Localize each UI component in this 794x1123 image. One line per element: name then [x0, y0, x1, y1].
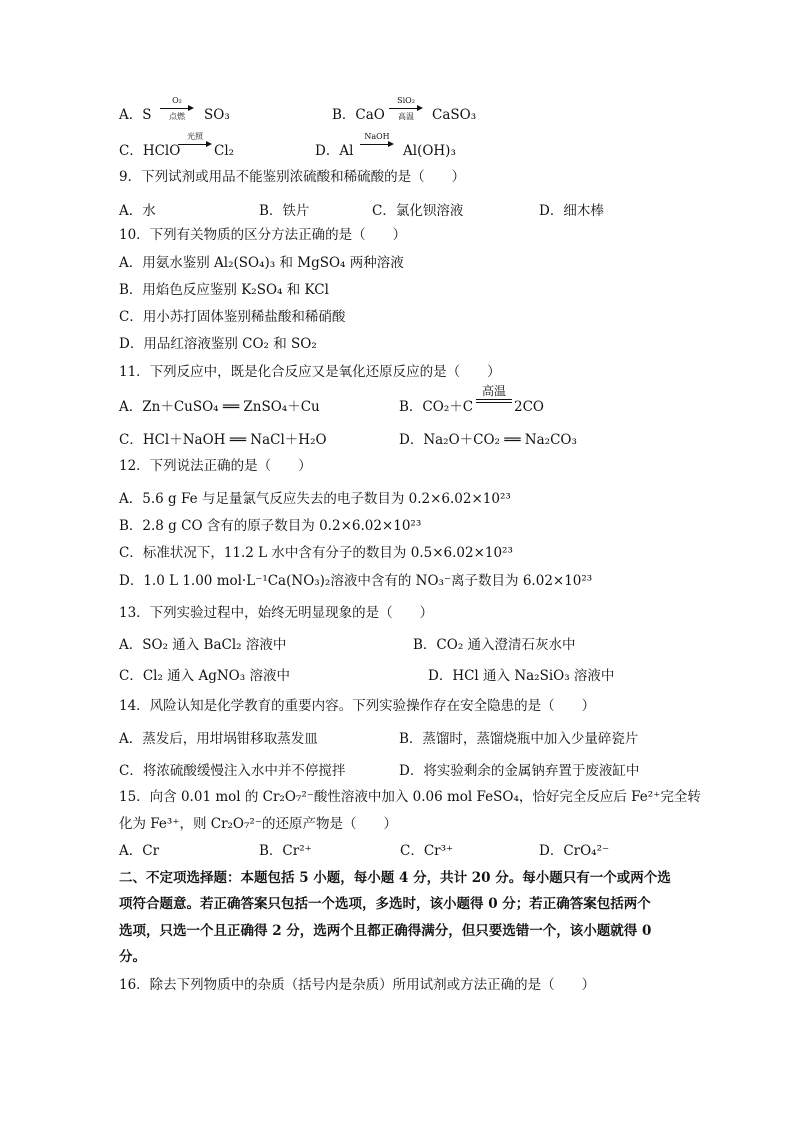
reaction-arrow [360, 134, 394, 154]
q13-option-a: A．SO₂ 通入 BaCl₂ 溶液中 [119, 637, 287, 653]
reaction-arrow [178, 134, 212, 154]
q12-stem: 12．下列说法正确的是（ ） [119, 458, 312, 474]
q15-stem-line1: 15．向含 0.01 mol 的 Cr₂O₇²⁻酸性溶液中加入 0.06 mol FeSO₄，恰好完全反应后 Fe²⁺完全转 [119, 789, 701, 805]
q11-stem: 11．下列反应中，既是化合反应又是氧化还原反应的是（ ） [119, 364, 501, 380]
section-2-line4: 分。 [119, 949, 146, 965]
q12-option-c: C．标准状况下，11.2 L 水中含有分子的数目为 0.5×6.02×10²³ [119, 545, 513, 561]
q15-option-b: B．Cr²⁺ [259, 843, 312, 859]
q8-d-product: Al(OH)₃ [403, 143, 456, 159]
q15-option-a: A．Cr [119, 843, 160, 859]
q8-c-product: Cl₂ [214, 143, 235, 159]
arrow-condition-top: 光照 [187, 132, 203, 141]
arrow-condition-top: SiO₂ [397, 96, 415, 105]
q11-b-reactants: B．CO₂＋C [399, 399, 474, 415]
q8-d-reactant: D．Al [315, 143, 354, 159]
q15-option-d: D．CrO₄²⁻ [539, 843, 610, 859]
q14-option-b: B．蒸馏时，蒸馏烧瓶中加入少量碎瓷片 [399, 731, 639, 747]
q8-a-product: SO₃ [204, 107, 230, 123]
section-2-line1: 二、不定项选择题：本题包括 5 小题，每小题 4 分，共计 20 分。每小题只有一个或两个选 [119, 870, 671, 886]
equals-condition-text: 高温 [481, 384, 506, 398]
reaction-arrow [389, 98, 423, 122]
arrow-condition-top: O₂ [172, 96, 182, 105]
q9-option-c: C．氯化钡溶液 [372, 203, 464, 219]
q8-b-product: CaSO₃ [432, 107, 477, 123]
q12-option-b: B．2.8 g CO 含有的原子数目为 0.2×6.02×10²³ [119, 518, 422, 534]
q10-option-a: A．用氨水鉴别 Al₂(SO₄)₃ 和 MgSO₄ 两种溶液 [119, 255, 404, 271]
q9-option-a: A．水 [119, 203, 156, 219]
q16-stem: 16．除去下列物质中的杂质（括号内是杂质）所用试剂或方法正确的是（ ） [119, 977, 596, 993]
q13-stem: 13．下列实验过程中，始终无明显现象的是（ ） [119, 605, 434, 621]
q10-option-b: B．用焰色反应鉴别 K₂SO₄ 和 KCl [119, 282, 329, 298]
q8-b-reactant: B．CaO [332, 107, 385, 123]
section-2-line2: 项符合题意。若正确答案只包括一个选项，多选时，该小题得 0 分；若正确答案包括两个 [119, 896, 651, 912]
q14-option-c: C．将浓硫酸缓慢注入水中并不停搅拌 [119, 763, 346, 779]
q14-option-a: A．蒸发后，用坩埚钳移取蒸发皿 [119, 731, 318, 747]
q13-option-c: C．Cl₂ 通入 AgNO₃ 溶液中 [119, 668, 290, 684]
q10-option-d: D．用品红溶液鉴别 CO₂ 和 SO₂ [119, 336, 317, 352]
arrow-condition-bottom: 点燃 [169, 112, 185, 121]
q11-option-c: C．HCl＋NaOH ══ NaCl＋H₂O [119, 432, 327, 448]
q11-option-a: A．Zn＋CuSO₄ ══ ZnSO₄＋Cu [119, 399, 320, 415]
q15-option-c: C．Cr³⁺ [400, 843, 454, 859]
q14-option-d: D．将实验剩余的金属钠弃置于废液缸中 [399, 763, 640, 779]
q11-option-d: D．Na₂O＋CO₂ ══ Na₂CO₃ [399, 432, 577, 448]
q12-option-d: D．1.0 L 1.00 mol·L⁻¹Ca(NO₃)₂溶液中含有的 NO₃⁻离子数目为 6.02×10²³ [119, 573, 593, 589]
q10-stem: 10．下列有关物质的区分方法正确的是（ ） [119, 227, 407, 243]
q8-c-reactant: C．HClO [119, 143, 181, 159]
arrow-condition-bottom: 高温 [398, 112, 414, 121]
equals-sign-condition [476, 384, 512, 411]
reaction-arrow [160, 98, 194, 122]
q9-option-d: D．细木棒 [539, 203, 604, 219]
q13-option-d: D．HCl 通入 Na₂SiO₃ 溶液中 [428, 668, 615, 684]
q9-stem: 9．下列试剂或用品不能鉴别浓硫酸和稀硫酸的是（ ） [119, 169, 466, 185]
q9-option-b: B．铁片 [259, 203, 310, 219]
q14-stem: 14．风险认知是化学教育的重要内容。下列实验操作存在安全隐患的是（ ） [119, 698, 596, 714]
arrow-condition-top: NaOH [364, 132, 390, 141]
q13-option-b: B．CO₂ 通入澄清石灰水中 [413, 637, 576, 653]
section-2-line3: 选项，只选一个且正确得 2 分，选两个且都正确得满分，但只要选错一个，该小题就得 0 [119, 923, 652, 939]
q10-option-c: C．用小苏打固体鉴别稀盐酸和稀硝酸 [119, 309, 346, 325]
q15-stem-line2: 化为 Fe³⁺，则 Cr₂O₇²⁻的还原产物是（ ） [119, 816, 397, 832]
q12-option-a: A．5.6 g Fe 与足量氯气反应失去的电子数目为 0.2×6.02×10²³ [119, 491, 511, 507]
q8-a-reactant: A．S [119, 107, 152, 123]
q11-b-product: 2CO [514, 399, 544, 415]
